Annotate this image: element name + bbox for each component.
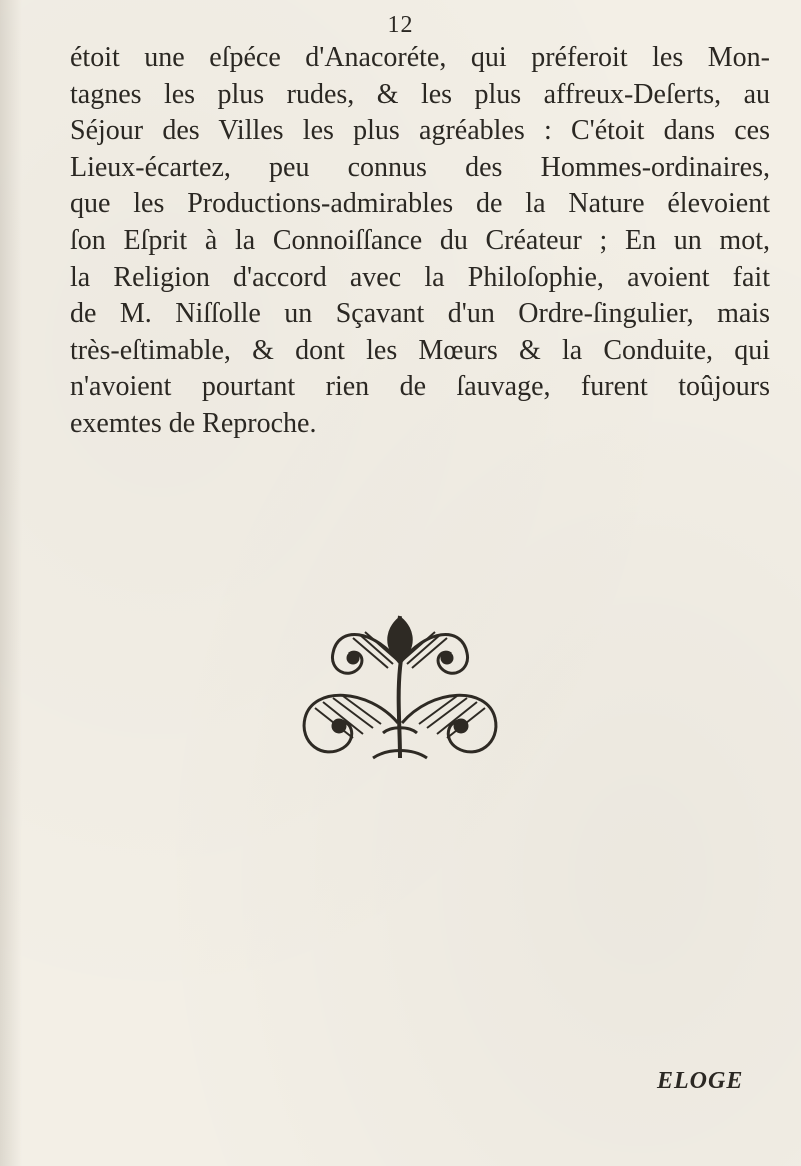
text-line: tagnes les plus rudes, & les plus affreux-Deſerts, au [70, 78, 770, 110]
catchword: ELOGE [657, 1068, 744, 1094]
text-line: n'avoient pourtant rien de ſauvage, furent toûjours [70, 371, 770, 403]
body-text [70, 40, 770, 443]
text-line: que les Productions-admirables de la Nature élevoient [70, 188, 770, 220]
text-line: Lieux-écartez, peu connus des Hommes-ordinaires, [70, 151, 770, 183]
text-line: Séjour des Villes les plus agréables : C'étoit dans ces [70, 115, 770, 147]
page-gutter-shadow [0, 0, 22, 1166]
text-line: exemtes de Reproche. [70, 407, 317, 439]
floral-tailpiece-ornament-icon [293, 608, 507, 766]
text-line: de M. Niſſolle un Sçavant d'un Ordre-ſingulier, mais [70, 298, 770, 330]
text-line: la Religion d'accord avec la Philoſophie, avoient fait [70, 261, 770, 293]
text-line: ſon Eſprit à la Connoiſſance du Créateur ; En un mot, [70, 224, 770, 256]
page-number: 12 [387, 12, 414, 38]
text-line: très-eſtimable, & dont les Mœurs & la Conduite, qui [70, 334, 770, 366]
text-line: étoit une eſpéce d'Anacoréte, qui préferoit les Mon- [70, 42, 770, 73]
